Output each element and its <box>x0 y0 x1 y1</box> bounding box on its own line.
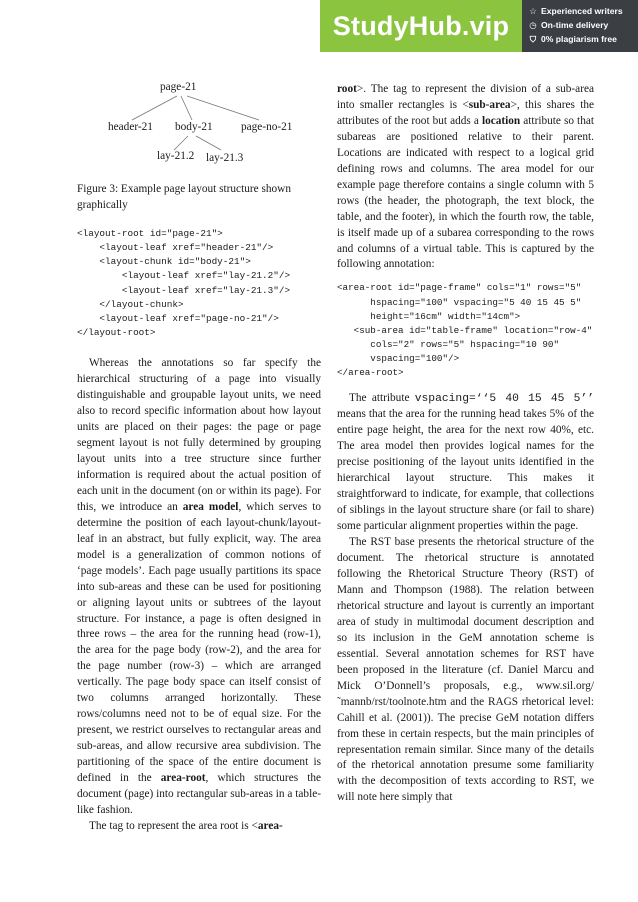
clock-icon: ◷ <box>529 19 537 30</box>
brand-logo[interactable]: StudyHub.vip <box>320 0 522 52</box>
tree-node-root: page-21 <box>160 81 197 93</box>
edge-body-lay2 <box>174 136 188 150</box>
feature-item <box>528 4 638 18</box>
star-icon: ☆ <box>529 5 537 16</box>
feature-item <box>528 32 638 46</box>
shield-icon: ⛉ <box>529 33 537 44</box>
feature-label: On-time delivery <box>541 20 609 30</box>
right-column <box>337 82 594 806</box>
left-column <box>77 82 321 835</box>
edge-root-body <box>181 96 192 120</box>
paragraph: The attribute vspacing=‘‘5 40 15 45 5’’ means that the area for the running head takes 5% of the entire page height, the area for the next row 40%, etc. The area model then provides logical names for the precise positioning of the layout units identified in the hierarchical layout structure. This makes it straightforward to indicate, for example, that collections of siblings in the layout structure share (or fail to share) some particular alignment properties within the page. <box>337 391 595 533</box>
edge-body-lay3 <box>196 136 221 150</box>
promo-banner[interactable] <box>320 0 638 52</box>
feature-label: Experienced writers <box>541 6 623 16</box>
tree-node-header: header-21 <box>108 121 153 133</box>
tree-node-lay3: lay-21.3 <box>206 152 244 164</box>
feature-label: 0% plagiarism free <box>541 34 617 44</box>
feature-list <box>522 0 638 52</box>
edge-root-header <box>132 96 177 120</box>
layout-code-block: <layout-root id="page-21"> <layout-leaf xref="header-21"/> <layout-chunk id="body-21"> <layout-leaf xref="lay-21.2"/> <layout-leaf xref="lay-21.3"/> </layout-chunk> <layout-leaf xref="page-no-21"/> </layout-root> <box>77 228 291 339</box>
tree-node-pageno: page-no-21 <box>241 121 293 133</box>
paragraph: The tag to represent the area root is <area- <box>89 819 283 832</box>
paragraph: Whereas the annotations so far specify the hierarchical structuring of a page into visually distinguishable and groupable layout units, we need also to record specific information about how layout units are placed on their pages: the page or page segment layout is not fully determined by grouping layout units into a tree structure since further information is required about the actual position of each unit in the document (on or within its page). For this, we introduce an area model, which serves to determine the position of each layout-chunk/layout-leaf in an abstract, but fully explicit, way. The area model is a generalization of common notions of ‘page models’. Each page usually partitions its space into sub-areas and these can be used for positioning or aligning layout units or subtrees of the layout structure. For instance, a page is often designed in three rows – the area for the running head (row-1), the area for the page body (row-2), and the area for the page number (row-3) – which are arranged vertically. The page body space can itself consist of two columns arranged horizontally. These rows/columns need not to be of equal size. For the present, we restrict ourselves to rectangular areas and sub-areas, and allow recursive area subdivision. The partitioning of the space of the entire document is defined in the area-root, which structures the document (page) into rectangular sub-areas in a table-like fashion. <box>77 357 322 816</box>
tree-node-lay2: lay-21.2 <box>157 150 195 162</box>
layout-tree-figure <box>77 82 321 182</box>
paragraph: root>. The tag to represent the division of a sub-area into smaller rectangles is <sub-area>, this shares the attributes of the root but adds a location attribute so that subareas are positioned relative to their parent. Locations are indicated with respect to a logical grid defining rows and columns. The area model for our example page therefore contains a single column with 5 rows (the header, the photograph, the text block, the table, and the footer), in which the fourth row, the table, is itself made up of a subarea corresponding to the rows and columns of a virtual table. This is captured by the following annotation: <box>337 83 594 271</box>
figure-caption: Figure 3: Example page layout structure shown graphically <box>77 183 291 211</box>
tree-node-body: body-21 <box>175 121 213 133</box>
feature-item <box>528 18 638 32</box>
paragraph: The RST base presents the rhetorical structure of the document. The rhetorical structure is annotated following the Rhetorical Structure Theory (RST) of Mann and Thompson (1988). The relation between rhetorical structure and layout is currently an important area of study in multimodal document description and so its inclusion in the GeM annotation scheme is essential. Several annotation schemes for RST have been proposed in the literature (cf. Daniel Marcu and Mick O’Donnell’s proposals, e.g., www.sil.org/˜mannb/rst/toolnote.htm and the RAGS rhetorical level: Cahill et al. (2001)). The precise GeM notation differs from these in certain respects, but the main principles of representation remain similar. Since many of the details of the rhetorical annotation presume some familiarity with the decomposition of texts according to RST, we will note here simply that <box>337 536 594 804</box>
edge-root-pageno <box>187 96 259 120</box>
area-code-block: <area-root id="page-frame" cols="1" rows="5" hspacing="100" vspacing="5 40 15 45 5" height="16cm" width="14cm"> <sub-area id="table-frame" location="row-4" cols="2" rows="5" hspacing="10 90" vspacing="100"/> </area-root> <box>337 282 593 379</box>
